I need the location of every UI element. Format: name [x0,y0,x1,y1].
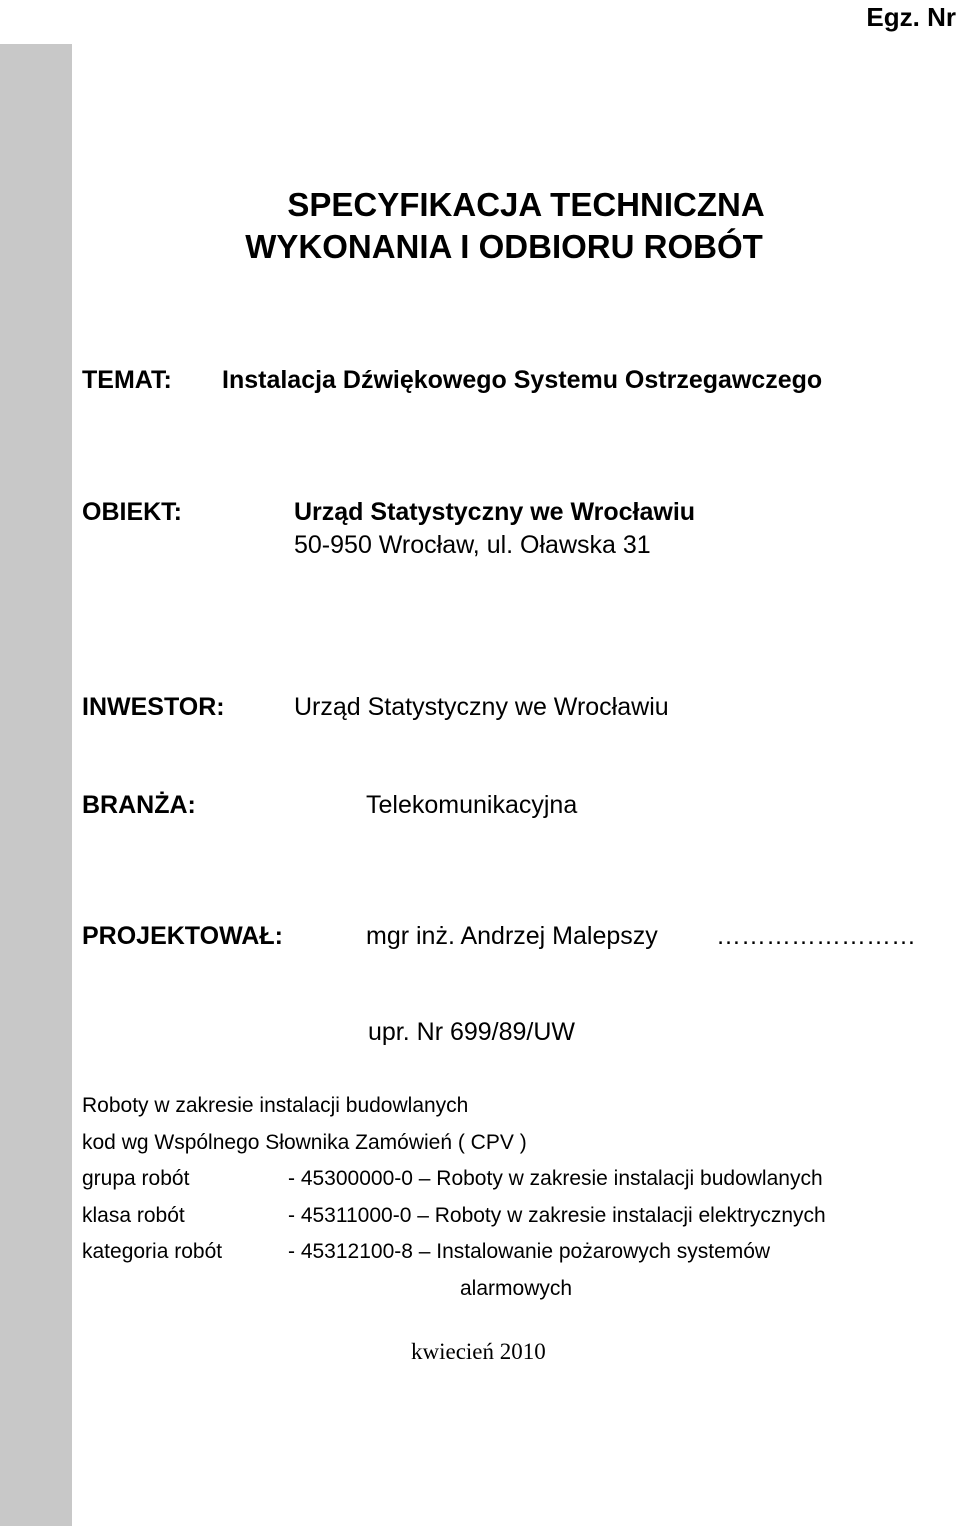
cpv-row-value: - 45311000-0 – Roboty w zakresie instalacji elektrycznych [288,1204,826,1227]
inwestor-value: Urząd Statystyczny we Wrocławiu [294,693,669,721]
cpv-row-value: - 45300000-0 – Roboty w zakresie instalacji budowlanych [288,1167,823,1190]
cpv-row-label: klasa robót [82,1204,185,1227]
cpv-row-label: kategoria robót [82,1240,223,1263]
temat-label: TEMAT: [82,366,172,394]
branza-label: BRANŻA: [82,791,196,819]
designer-name: mgr inż. Andrzej Malepszy [366,922,658,950]
license-number: upr. Nr 699/89/UW [368,1018,576,1046]
left-margin-bar [0,44,72,1526]
obiekt-address: 50-950 Wrocław, ul. Oławska 31 [294,531,651,559]
signature-dots: …………………… [716,922,916,950]
obiekt-name: Urząd Statystyczny we Wrocławiu [294,498,696,526]
copy-number-label: Egz. Nr [866,2,956,32]
inwestor-label: INWESTOR: [82,693,225,721]
cpv-intro-line: Roboty w zakresie instalacji budowlanych [82,1094,469,1117]
obiekt-label: OBIEKT: [82,498,182,526]
cpv-code-heading: kod wg Wspólnego Słownika Zamówień ( CPV ) [82,1131,527,1154]
document-title-line2: WYKONANIA I ODBIORU ROBÓT [245,228,763,265]
cpv-row-continuation: alarmowych [460,1277,573,1300]
cpv-row-value: - 45312100-8 – Instalowanie pożarowych systemów [288,1240,771,1263]
cpv-row-label: grupa robót [82,1167,190,1190]
branza-value: Telekomunikacyjna [366,791,578,819]
temat-value: Instalacja Dźwiękowego Systemu Ostrzegawczego [222,366,823,394]
projektowal-label: PROJEKTOWAŁ: [82,922,283,950]
document-title-line1: SPECYFIKACJA TECHNICZNA [287,186,765,223]
document-date: kwiecień 2010 [411,1339,546,1364]
